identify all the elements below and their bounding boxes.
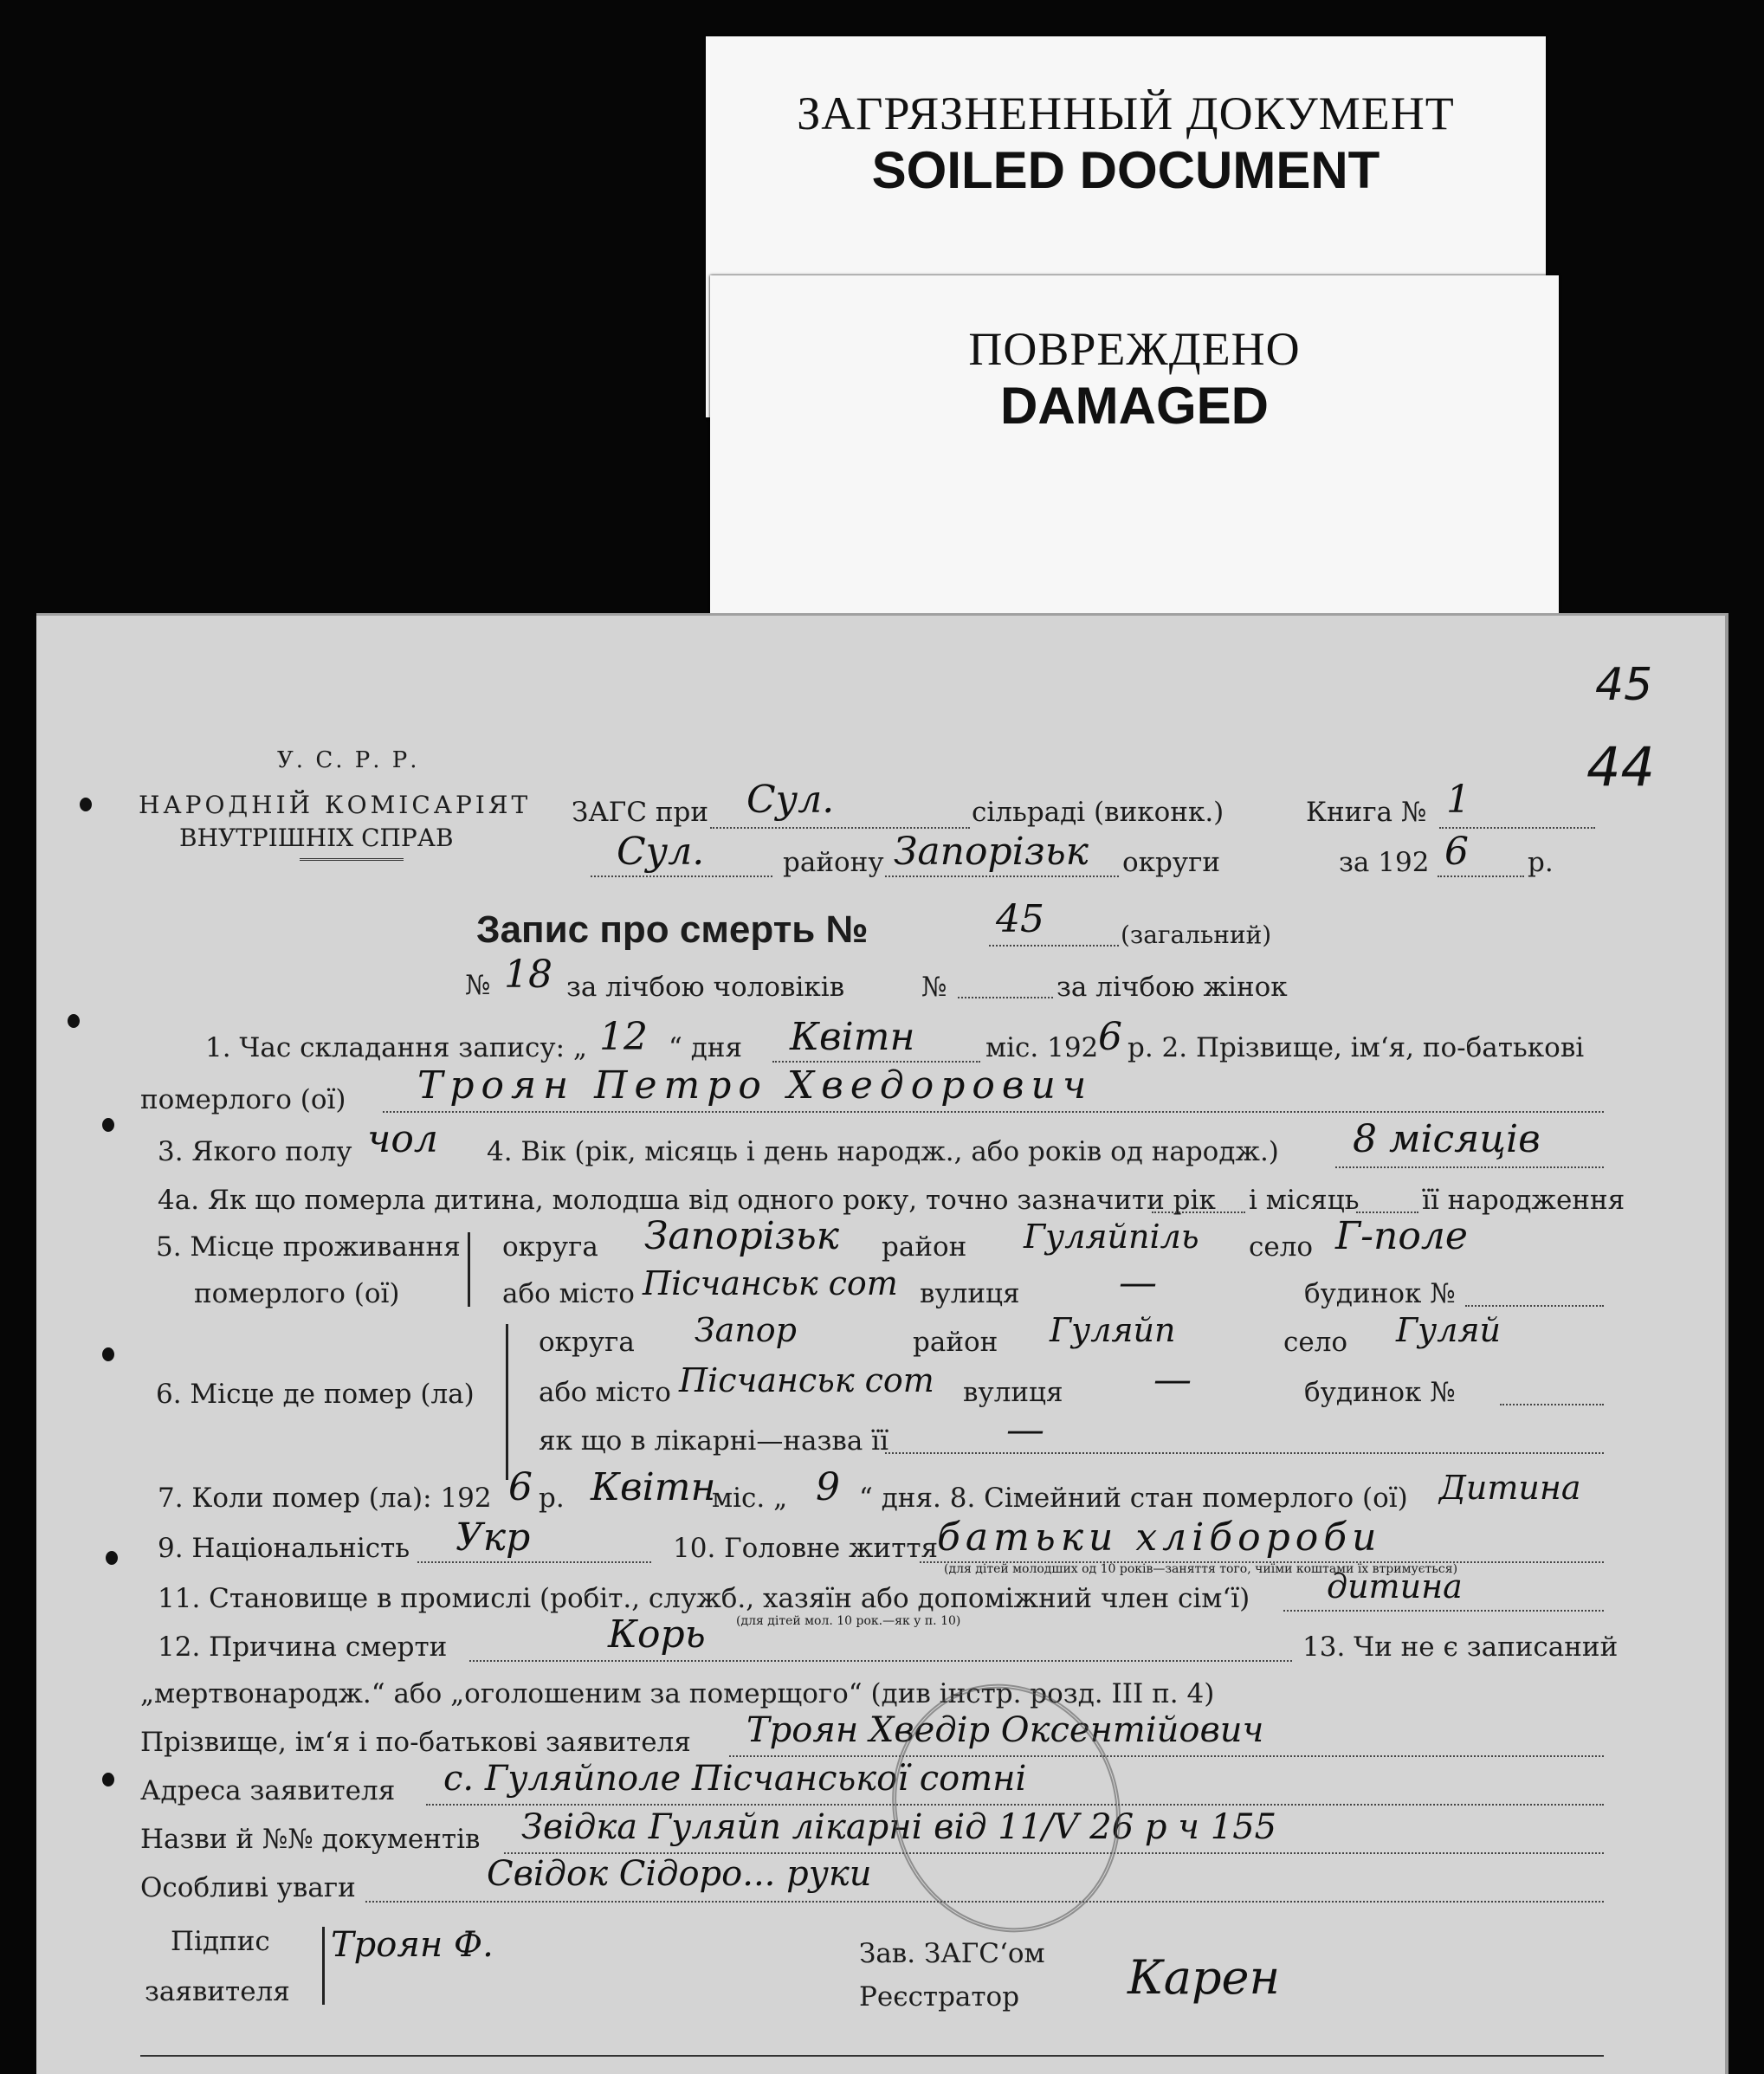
field4-label: 4. Вік (рік, місяць і день народж., або років од народж.) (487, 1136, 1279, 1167)
zags-label: ЗАГС при (572, 797, 709, 828)
state-abbr: У. С. Р. Р. (277, 747, 420, 773)
dotted-line (1283, 1610, 1604, 1612)
soiled-notice-en: SOILED DOCUMENT (871, 141, 1380, 199)
field1-label: 1. Час складання запису: „ (205, 1032, 587, 1063)
year-value: 6 (1444, 830, 1469, 874)
okruha-value: Запорізьк (894, 830, 1089, 874)
zags-value: Сул. (746, 778, 835, 822)
brace (322, 1927, 325, 2005)
dotted-line (1500, 1404, 1604, 1405)
record-title: Запис про смерть № (476, 908, 869, 951)
dotted-line (417, 1561, 651, 1563)
binder-hole (68, 1014, 80, 1028)
binder-hole (80, 798, 92, 811)
district-label: району (783, 847, 884, 878)
header-rule (300, 858, 404, 861)
notes-value: Свідок Сідоро... руки (487, 1854, 872, 1894)
dotted-line (1465, 1305, 1604, 1307)
field4a-end: її народження (1422, 1185, 1625, 1216)
deceased-name: Троян Петро Хведорович (417, 1063, 1094, 1108)
field5-okruha-value: Запорізьк (644, 1214, 839, 1258)
bottom-rule (140, 2055, 1604, 2057)
field6-okruha-label: округа (539, 1327, 635, 1358)
field12-value: Корь (608, 1612, 706, 1657)
field5-vulytsia-value: — (1119, 1261, 1157, 1305)
field1-day-close: “ дня (669, 1032, 743, 1063)
brace (468, 1232, 470, 1307)
soiled-notice-ru: ЗАГРЯЗНЕННЫЙ ДОКУМЕНТ (797, 87, 1455, 139)
brace (506, 1324, 508, 1480)
field5-misto-value: Пісчанськ сот (643, 1264, 898, 1302)
field5-raion-label: район (882, 1231, 967, 1263)
field5-vulytsia-label: вулиця (920, 1278, 1020, 1309)
book-value: 1 (1446, 778, 1470, 822)
binder-hole (102, 1773, 114, 1786)
field6-raion-value: Гуляйп (1050, 1311, 1176, 1349)
field1-rest: р. 2. Прізвище, ім‘я, по-батькові (1128, 1032, 1585, 1063)
field4-value: 8 місяців (1353, 1117, 1541, 1161)
dotted-line (469, 1660, 1292, 1662)
field10-value: батьки хлібороби (937, 1515, 1382, 1560)
dotted-line (989, 945, 1119, 947)
okruha-label: округи (1122, 847, 1221, 878)
field12-label: 12. Причина смерти (158, 1631, 448, 1663)
dotted-line (885, 1452, 1604, 1454)
dotted-line (1152, 1211, 1245, 1213)
field8-value: Дитина (1439, 1469, 1581, 1507)
dotted-line (1335, 1166, 1604, 1168)
field7-label: 7. Коли помер (ла): 192 (158, 1483, 492, 1514)
field11-note: (для дітей мол. 10 рок.—як у п. 10) (736, 1614, 961, 1628)
applicant-signature-label1: Підпис (171, 1926, 270, 1957)
field1-day: 12 (599, 1015, 648, 1059)
field5-label1: 5. Місце проживання (156, 1231, 461, 1263)
field13-line2: „мертвонародж.“ або „оголошеним за померщого“ (див інстр. розд. III п. 4) (140, 1678, 1215, 1709)
field1-month-label: міс. 192 (985, 1032, 1099, 1063)
field6-likarnia-value: — (1006, 1408, 1044, 1452)
damaged-notice-en: DAMAGED (1000, 377, 1269, 435)
binder-hole (102, 1347, 114, 1361)
field4a-month: і місяць (1249, 1185, 1360, 1216)
commissariat-line1: НАРОДНІЙ КОМІСАРІЯТ (139, 791, 532, 819)
applicant-signature: Троян Ф. (331, 1925, 494, 1965)
dotted-line (1356, 1211, 1418, 1213)
field5-okruha-label: округа (502, 1231, 598, 1263)
field13-label: 13. Чи не є записаний (1302, 1631, 1619, 1663)
field11-value: дитина (1327, 1567, 1463, 1606)
field6-misto-label: або місто (539, 1377, 671, 1408)
women-count-prefix: № (921, 972, 947, 1003)
address-label: Адреса заявителя (140, 1775, 396, 1806)
field1-month: Квітн (790, 1015, 915, 1059)
dotted-line (1439, 827, 1595, 829)
field6-misto-value: Пісчанськ сот (679, 1361, 934, 1399)
field6-likarnia-label: як що в лікарні—назва її (539, 1425, 888, 1457)
zags-head-label: Зав. ЗАГС‘ом (859, 1938, 1045, 1969)
field7-r: р. (539, 1483, 565, 1514)
field7-mis: міс. „ (712, 1483, 788, 1514)
dotted-line (710, 827, 970, 829)
notes-label: Особливі уваги (140, 1872, 356, 1903)
field7-year: 6 (508, 1465, 533, 1509)
women-count-label: за лічбою жінок (1056, 972, 1288, 1003)
year-suffix: р. (1528, 847, 1554, 878)
binder-hole (102, 1118, 114, 1132)
applicant-address: с. Гуляйполе Пісчанської сотні (443, 1759, 1027, 1799)
field11-label: 11. Становище в промислі (робіт., служб., хазяїн або допоміжний член сім‘ї) (158, 1583, 1250, 1614)
field3-label: 3. Якого полу (158, 1136, 352, 1167)
field10-label: 10. Головне життя (673, 1533, 939, 1564)
field6-vulytsia-value: — (1153, 1358, 1192, 1402)
field5-raion-value: Гуляйпіль (1024, 1218, 1199, 1256)
commissariat-line2: ВНУТРІШНІХ СПРАВ (179, 824, 454, 852)
men-count-value: 18 (504, 953, 552, 997)
field6-selo-label: село (1283, 1327, 1348, 1358)
field1-year: 6 (1098, 1015, 1122, 1059)
district-value: Сул. (617, 830, 705, 874)
record-number: 45 (996, 897, 1044, 941)
field7-rest: “ дня. 8. Сімейний стан померлого (ої) (859, 1483, 1408, 1514)
field5-selo-label: село (1249, 1231, 1314, 1263)
field5-selo-value: Г-поле (1335, 1214, 1468, 1258)
field7-month: Квітн (591, 1465, 716, 1509)
archive-number-top: 45 (1595, 659, 1653, 711)
field4a-label: 4а. Як що померла дитина, молодша від одного року, точно зазначити рік (158, 1185, 1216, 1216)
men-count-prefix: № (465, 970, 491, 1001)
year-label: за 192 (1339, 847, 1430, 878)
field6-budynok-label: будинок № (1304, 1377, 1456, 1408)
registrar-label: Реєстратор (859, 1981, 1020, 2013)
death-record-form (36, 613, 1728, 2074)
field2-label: померлого (ої) (140, 1084, 346, 1115)
dotted-line (885, 875, 1119, 877)
registrar-signature: Карен (1128, 1950, 1281, 2005)
dotted-line (772, 1061, 980, 1063)
field6-raion-label: район (913, 1327, 998, 1358)
council-label: сільраді (виконк.) (972, 797, 1224, 828)
dotted-line (958, 997, 1053, 998)
book-label: Книга № (1306, 797, 1427, 828)
applicant-name: Троян Хведір Оксентійович (746, 1710, 1264, 1750)
field6-okruha-value: Запор (695, 1311, 798, 1349)
dotted-line (591, 875, 772, 877)
field5-misto-label: або місто (502, 1278, 635, 1309)
applicant-label: Прізвище, ім‘я і по-батькові заявителя (140, 1727, 691, 1758)
dotted-line (1438, 875, 1524, 877)
record-title-suffix: (загальний) (1121, 921, 1272, 949)
men-count-label: за лічбою чоловіків (566, 972, 845, 1003)
documents-value: Звідка Гуляйп лікарні від 11/V 26 р ч 155 (521, 1807, 1277, 1847)
field6-selo-value: Гуляй (1396, 1311, 1502, 1349)
field10-note: (для дітей молодших од 10 років—заняття того, чиїми коштами їх втримується) (944, 1562, 1458, 1576)
field6-vulytsia-label: вулиця (963, 1377, 1063, 1408)
applicant-signature-label2: заявителя (145, 1976, 290, 2007)
field9-value: Укр (456, 1515, 531, 1560)
field6-label: 6. Місце де помер (ла) (156, 1379, 475, 1410)
damaged-notice-ru: ПОВРЕЖДЕНО (968, 323, 1301, 375)
field5-label2: померлого (ої) (194, 1278, 400, 1309)
dotted-line (383, 1111, 1604, 1113)
archive-number-bottom: 44 (1586, 735, 1655, 798)
field9-label: 9. Національність (158, 1533, 410, 1564)
damaged-notice (710, 275, 1559, 620)
field7-day: 9 (816, 1465, 840, 1509)
field3-value: чол (367, 1117, 438, 1161)
binder-hole (106, 1551, 118, 1565)
documents-label: Назви й №№ документів (140, 1824, 481, 1855)
field5-budynok-label: будинок № (1304, 1278, 1456, 1309)
